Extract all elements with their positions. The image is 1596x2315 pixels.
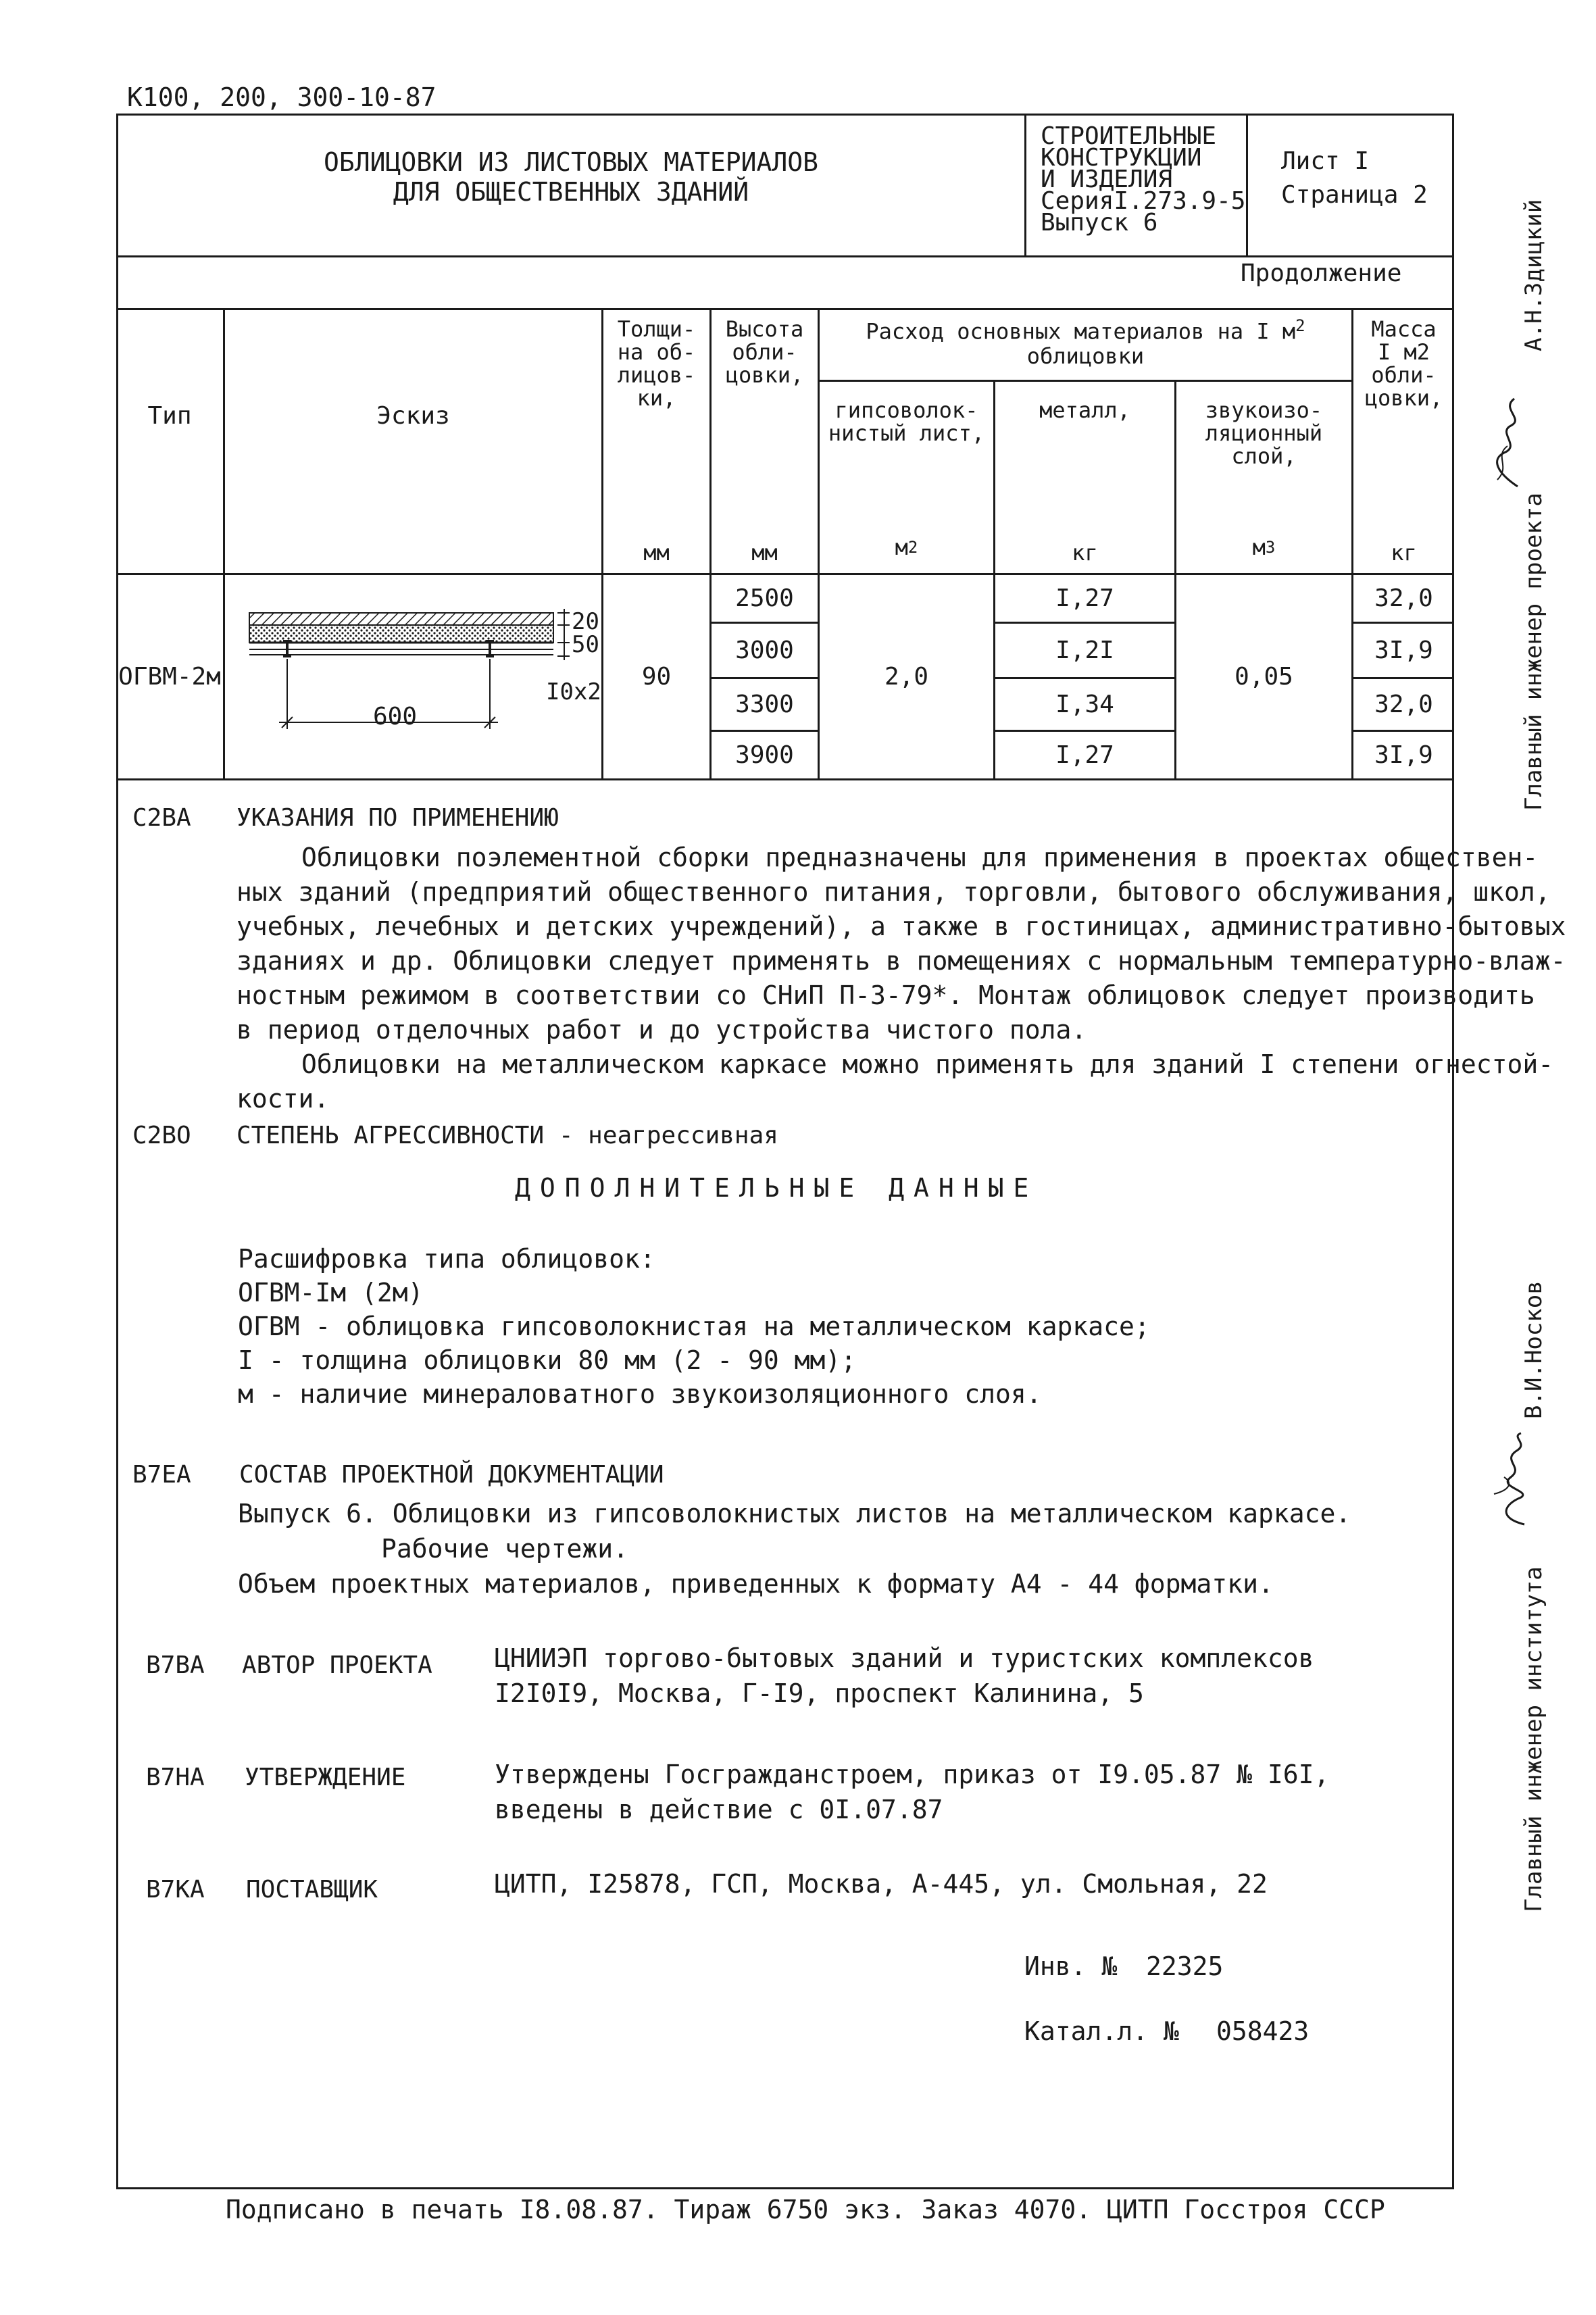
section-title-supplier: ПОСТАВЩИК [246, 1876, 378, 1903]
documentation-line-1: Выпуск 6. Облицовки из гипсоволокнистых листов на металлическом каркасе. [238, 1499, 1351, 1528]
height-value: 3900 [735, 741, 794, 769]
approval-line-1: Утверждены Госгражданстроем, приказ от I9.05.87 № I6I, [495, 1760, 1330, 1789]
header-height-l1: Высота [725, 316, 804, 342]
header-thickness-l1: Толщи- [617, 316, 696, 342]
table-bottom-line [116, 778, 1454, 780]
row-gypsum: 2,0 [884, 663, 929, 691]
header-sound-l2: ляционный [1205, 420, 1323, 446]
mass-value: 3I,9 [1374, 741, 1433, 769]
unit-sound [1176, 527, 1351, 568]
height-value: 3000 [735, 637, 794, 664]
header-gypsum [820, 399, 993, 445]
unit-sound-text: м [1252, 534, 1266, 560]
metal-value: I,27 [1055, 741, 1114, 769]
header-mass-l1: Масса [1371, 316, 1437, 342]
header-height-l3: цовки, [725, 362, 804, 388]
additional-data-title: ДОПОЛНИТЕЛЬНЫЕ ДАННЫЕ [515, 1173, 1039, 1203]
page-number: Страница 2 [1281, 181, 1428, 209]
row-sound: 0,05 [1235, 663, 1293, 691]
aggressiveness-text: СТЕПЕНЬ АГРЕССИВНОСТИ - неагрессивная [236, 1122, 778, 1149]
issue-number: Выпуск 6 [1041, 209, 1158, 237]
sheet-number: Лист I [1281, 147, 1370, 175]
usage-line: учебных, лечебных и детских учреждений), а также в гостиницах, административно-бытовых [236, 912, 1566, 941]
section-title-usage: УКАЗАНИЯ ПО ПРИМЕНЕНИЮ [236, 804, 559, 832]
header-gypsum-l2: нистый лист, [828, 420, 985, 446]
header-consumption-sup: 2 [1295, 316, 1305, 335]
chief-engineer-institute-name: В.И.Носков [1520, 1280, 1547, 1419]
title-block-divider-2 [1246, 114, 1248, 255]
section-code-v7na: В7НА [146, 1764, 205, 1791]
section-code-c2vo: С2ВО [132, 1122, 191, 1149]
header-sound-l1: звукоизо- [1205, 397, 1323, 423]
catalog-label: Катал.л. № [1024, 2016, 1179, 2046]
section-code-v7ea: В7ЕА [132, 1461, 191, 1489]
sketch-dim-600: 600 [373, 703, 418, 730]
header-sound [1176, 399, 1351, 468]
header-mass-l3: обли- [1371, 362, 1437, 388]
header-consumption [820, 314, 1351, 368]
signature-zditsky [1484, 392, 1531, 493]
continuation-label: Продолжение [1241, 259, 1402, 287]
metal-value: I,2I [1055, 637, 1114, 664]
type-decoding [238, 1242, 1150, 1411]
metal-value: I,27 [1055, 584, 1114, 612]
title-block-bottom-line [116, 255, 1454, 257]
chief-engineer-project-label: Главный инженер проекта [1520, 493, 1547, 811]
header-consumption-l2: облицовки [1026, 343, 1145, 369]
documentation-line-3: Объем проектных материалов, приведенных к формату А4 - 44 форматки. [238, 1569, 1274, 1599]
header-consumption-text: Расход основных материалов на I м [866, 318, 1296, 345]
series-line-3: И ИЗДЕЛИЯ [1041, 166, 1173, 193]
usage-line: Облицовки поэлементной сборки предназначены для применения в проектах обществен- [301, 843, 1539, 872]
title-line-2: ДЛЯ ОБЩЕСТВЕННЫХ ЗДАНИЙ [393, 177, 749, 207]
header-type: Тип [147, 401, 192, 430]
sketch-dim-10x2: I0x2 [546, 678, 601, 705]
header-mass-l4: цовки, [1364, 385, 1443, 411]
header-mass [1353, 318, 1454, 409]
usage-line: ных зданий (предприятий общественного питания, торговли, бытового обслуживания, школ, [236, 877, 1551, 907]
title-line-1: ОБЛИЦОВКИ ИЗ ЛИСТОВЫХ МАТЕРИАЛОВ [323, 147, 819, 177]
section-title-approval: УТВЕРЖДЕНИЕ [245, 1764, 406, 1791]
section-code-v7va: В7ВА [146, 1651, 205, 1679]
chief-engineer-project-name: А.Н.Здицкий [1520, 199, 1547, 351]
usage-paragraph-1 [236, 841, 1566, 1116]
decode-line: ОГВМ - облицовка гипсоволокнистая на металлическом каркасе; [238, 1312, 1150, 1341]
chief-engineer-institute-label: Главный инженер института [1520, 1566, 1547, 1912]
catalog-number: 058423 [1216, 2016, 1310, 2046]
metal-value: I,34 [1055, 691, 1114, 718]
inventory-label: Инв. № [1024, 1951, 1118, 1981]
author-line-2: I2I0I9, Москва, Г-I9, проспект Калинина, 5 [495, 1678, 1144, 1708]
title-block-divider-1 [1024, 114, 1026, 255]
print-footer: Подписано в печать I8.08.87. Тираж 6750 экз. Заказ 4070. ЦИТП Госстроя СССР [226, 2195, 1385, 2224]
header-height-l2: обли- [732, 339, 797, 365]
header-thickness-l4: ки, [637, 385, 676, 411]
series-line-1: СТРОИТЕЛЬНЫЕ [1041, 122, 1217, 150]
sheet-block [1281, 145, 1428, 212]
usage-line: в период отделочных работ и до устройства чистого пола. [236, 1015, 1087, 1045]
header-thickness-l3: лицов- [617, 362, 696, 388]
decode-line: I - толщина облицовки 80 мм (2 - 90 мм); [238, 1345, 857, 1375]
sketch-frame-profiles [249, 641, 553, 656]
header-sound-l3: слой, [1231, 443, 1297, 469]
mass-value: 3I,9 [1374, 637, 1433, 664]
signature-noskov [1484, 1430, 1538, 1531]
section-title-documentation: СОСТАВ ПРОЕКТНОЙ ДОКУМЕНТАЦИИ [239, 1461, 664, 1489]
header-gypsum-l1: гипсоволок- [834, 397, 978, 423]
sketch-insulation-layer [249, 625, 553, 643]
unit-gypsum-sup: 2 [907, 538, 918, 557]
header-thickness-l2: на об- [617, 339, 696, 365]
unit-thickness: мм [643, 540, 670, 566]
series-line-2: КОНСТРУКЦИИ [1041, 144, 1202, 172]
height-value: 3300 [735, 691, 794, 718]
mass-value: 32,0 [1374, 691, 1433, 718]
inventory-number: 22325 [1146, 1951, 1224, 1981]
header-metal: металл, [1039, 397, 1130, 423]
header-mass-l2: I м2 [1377, 339, 1430, 365]
unit-sound-sup: 3 [1265, 538, 1276, 557]
approval-line-2: введены в действие с 0I.07.87 [495, 1795, 943, 1824]
usage-line: ностным режимом в соответствии со СНиП П-3-79*. Монтаж облицовок следует производить [236, 980, 1535, 1010]
panel-sketch [225, 575, 601, 778]
document-title [118, 147, 1024, 207]
section-code-v7ka: В7КА [146, 1876, 205, 1903]
author-line-1: ЦНИИЭП торгово-бытовых зданий и туристских комплексов [495, 1643, 1314, 1673]
unit-height: мм [751, 540, 778, 566]
series-block [1041, 122, 1246, 237]
unit-gypsum-text: м [895, 534, 908, 560]
section-code-c2va: С2ВА [132, 804, 191, 832]
header-sketch: Эскиз [376, 401, 450, 430]
document-code: К100, 200, 300-10-87 [127, 82, 437, 112]
table-top-line [116, 308, 1454, 310]
supplier-line: ЦИТП, I25878, ГСП, Москва, А-445, ул. Смольная, 22 [495, 1869, 1268, 1899]
consumption-subheader-line [818, 380, 1351, 382]
section-title-author: АВТОР ПРОЕКТА [242, 1651, 432, 1679]
header-thickness [603, 318, 709, 409]
height-value: 2500 [735, 584, 794, 612]
sketch-dim-50: 50 [572, 631, 599, 658]
header-height [712, 318, 818, 387]
row-type: ОГВМ-2м [118, 663, 221, 691]
usage-line: Облицовки на металлическом каркасе можно применять для зданий I степени огнестой- [301, 1049, 1554, 1079]
series-number: СерияI.273.9-5 [1041, 187, 1246, 215]
unit-mass: кг [1391, 540, 1417, 566]
decode-line: Расшифровка типа облицовок: [238, 1244, 655, 1274]
header-consumption-l1 [820, 314, 1351, 344]
documentation-line-2: Рабочие чертежи. [381, 1534, 629, 1564]
unit-gypsum [820, 527, 993, 568]
row-thickness: 90 [641, 663, 672, 691]
sketch-hatched-layer [249, 613, 553, 625]
sketch-dim-20: 20 [572, 608, 599, 635]
decode-line: ОГВМ-Iм (2м) [238, 1278, 424, 1308]
unit-metal: кг [1072, 540, 1098, 566]
mass-value: 32,0 [1374, 584, 1433, 612]
usage-line: кости. [236, 1084, 330, 1114]
decode-line: м - наличие минераловатного звукоизоляционного слоя. [238, 1379, 1042, 1409]
usage-line: зданиях и др. Облицовки следует применять в помещениях с нормальным температурно-влаж- [236, 946, 1566, 976]
